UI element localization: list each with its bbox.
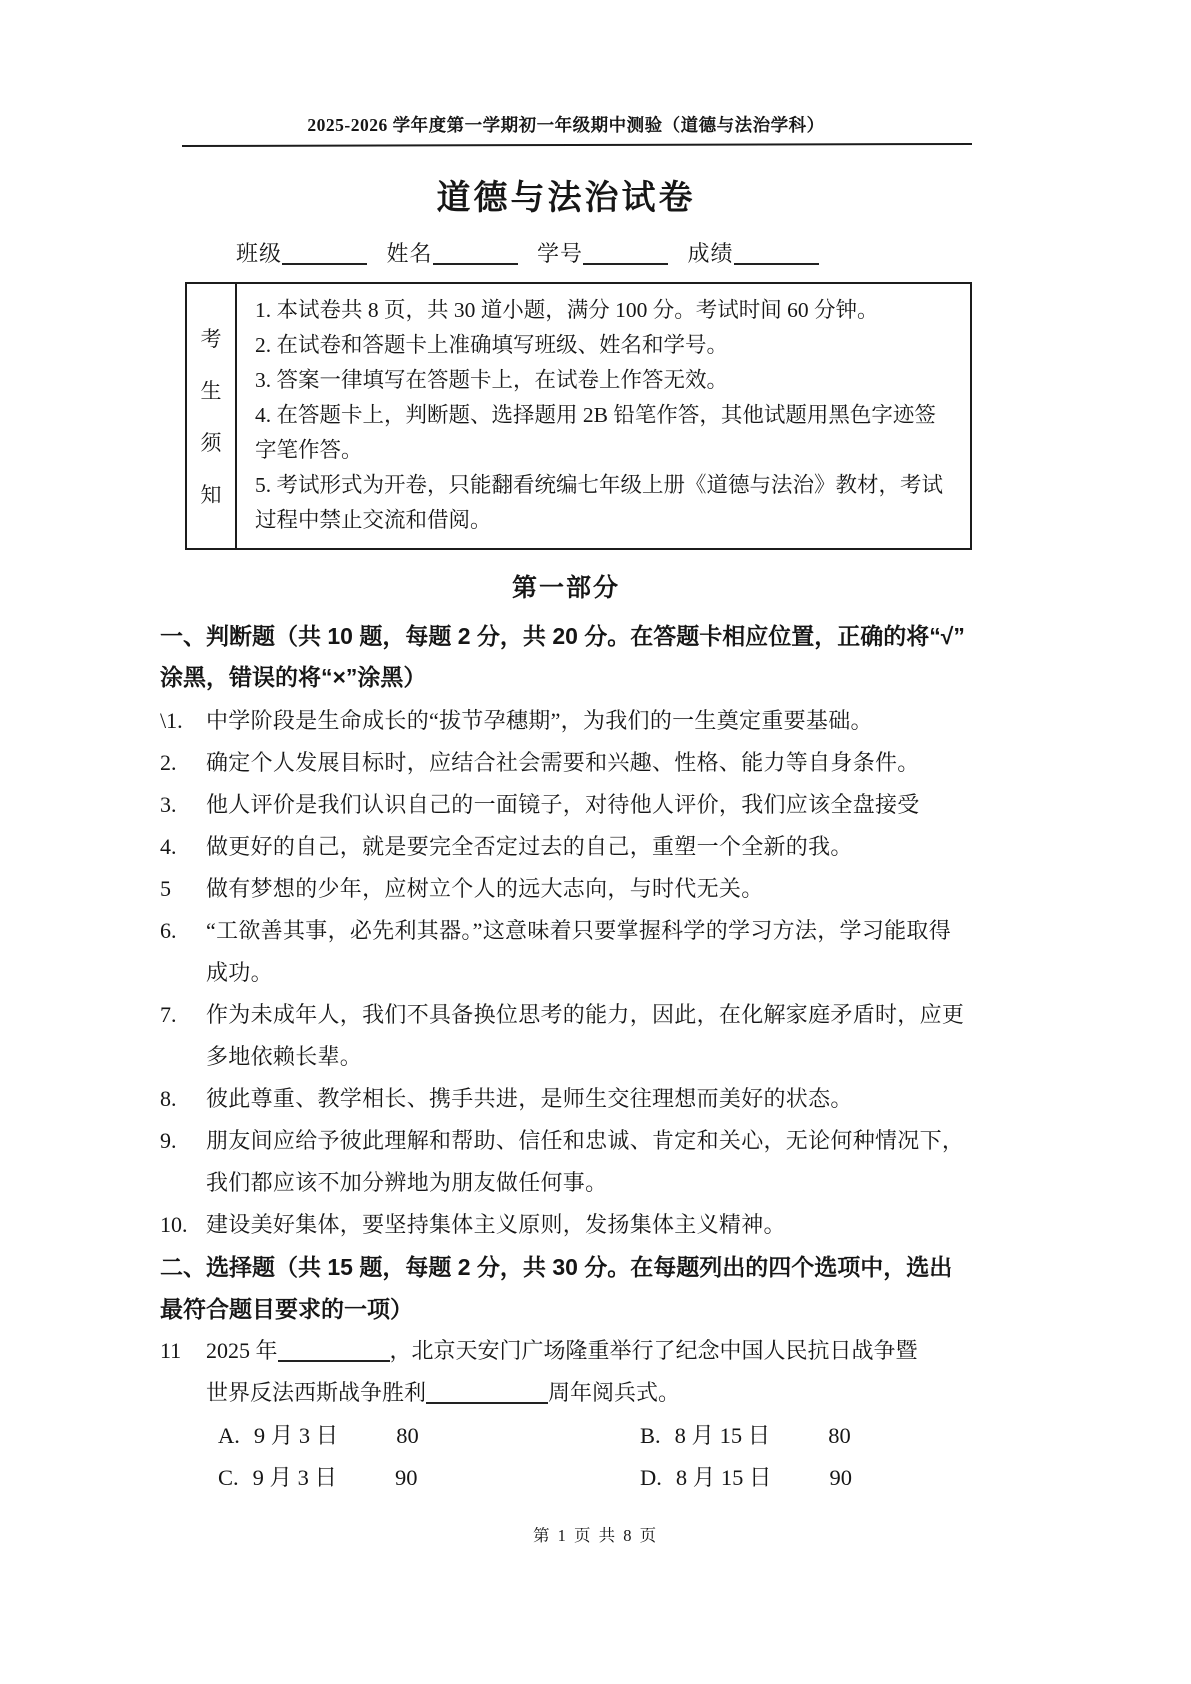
question-1-number: \1. [160, 708, 183, 733]
class-label: 班级 [236, 241, 283, 266]
question-7-text: 作为未成年人，我们不具备换位思考的能力，因此，在化解家庭矛盾时，应更多地依赖长辈。 [206, 1002, 965, 1069]
question-10 [160, 1204, 972, 1246]
question-1 [160, 700, 972, 742]
question-11-line-1 [206, 1330, 972, 1372]
page-content [160, 0, 972, 1499]
option-d-date: 8 月 15 日 [675, 1465, 772, 1490]
score-field [688, 241, 819, 266]
question-8-number: 8. [160, 1086, 177, 1111]
student-info-line [236, 237, 972, 268]
question-11 [160, 1330, 972, 1414]
question-3 [160, 784, 972, 826]
side-char: 考 [200, 327, 222, 351]
name-field [387, 241, 518, 266]
question-10-text: 建设美好集体，要坚持集体主义原则，发扬集体主义精神。 [206, 1212, 786, 1237]
option-c [218, 1457, 640, 1499]
class-field [236, 241, 367, 266]
question-11-text-after-blank-1: ，北京天安门广场隆重举行了纪念中国人民抗日战争暨 [389, 1338, 918, 1363]
name-label: 姓名 [386, 241, 433, 266]
student-id-blank [583, 243, 668, 265]
class-blank [282, 243, 367, 265]
side-char: 生 [200, 379, 222, 403]
question-2-text: 确定个人发展目标时，应结合社会需要和兴趣、性格、能力等自身条件。 [206, 750, 920, 775]
question-9-number: 9. [160, 1128, 177, 1153]
option-c-label: C. [218, 1465, 239, 1490]
name-blank [433, 243, 518, 265]
question-4 [160, 826, 972, 868]
option-c-date: 9 月 3 日 [252, 1465, 338, 1490]
notice-item-3: 3. 答案一律填写在答题卡上，在试卷上作答无效。 [255, 368, 729, 392]
score-blank [734, 243, 819, 265]
option-c-value: 90 [395, 1465, 418, 1490]
score-label: 成绩 [687, 241, 734, 266]
option-b-label: B. [640, 1423, 661, 1448]
part-one-title: 第一部分 [511, 574, 620, 602]
examinee-notice-side-label [187, 284, 237, 548]
option-d-value: 90 [829, 1465, 853, 1490]
option-b [640, 1415, 972, 1457]
section-1-heading: 一、判断题（共 10 题，每题 2 分，共 20 分。在答题卡相应位置，正确的将“√”涂黑，错误的将“×”涂黑） [160, 623, 965, 690]
option-a [218, 1415, 640, 1457]
page-header: 2025-2026 学年度第一学期初一年级期中测验（道德与法治学科） [307, 115, 825, 135]
question-10-number: 10. [160, 1212, 188, 1237]
question-5 [160, 868, 972, 910]
question-5-number: 5 [160, 876, 171, 901]
question-7 [160, 994, 972, 1078]
question-11-line-2 [206, 1372, 972, 1414]
question-7-number: 7. [160, 1002, 177, 1027]
student-id-field [537, 241, 668, 266]
option-d-label: D. [640, 1465, 662, 1490]
paper-title: 道德与法治试卷 [436, 179, 696, 217]
question-11-number: 11 [160, 1338, 182, 1363]
notice-item-5: 5. 考试形式为开卷，只能翻看统编七年级上册《道德与法治》教材，考试过程中禁止交流和借阅。 [255, 473, 944, 532]
header-rule [182, 143, 972, 147]
section-2-heading: 二、选择题（共 15 题，每题 2 分，共 30 分。在每题列出的四个选项中，选出最符合题目要求的一项） [160, 1254, 953, 1322]
question-6-text: “工欲善其事，必先利其器。”这意味着只要掌握科学的学习方法，学习能取得成功。 [206, 918, 952, 985]
question-8 [160, 1078, 972, 1120]
question-4-number: 4. [160, 834, 177, 859]
question-9 [160, 1120, 972, 1204]
notice-item-1: 1. 本试卷共 8 页，共 30 道小题，满分 100 分。考试时间 60 分钟。 [255, 298, 879, 322]
question-3-number: 3. [160, 792, 177, 817]
question-9-text: 朋友间应给予彼此理解和帮助、信任和忠诚、肯定和关心，无论何种情况下，我们都应该不加分辨地为朋友做任何事。 [206, 1128, 965, 1195]
question-11-blank-1 [278, 1340, 390, 1362]
question-6 [160, 910, 972, 994]
question-4-text: 做更好的自己，就是要完全否定过去的自己，重塑一个全新的我。 [206, 834, 853, 859]
question-6-number: 6. [160, 918, 177, 943]
true-false-question-list [160, 700, 972, 1246]
question-11-text-after-blank-2: 周年阅兵式。 [548, 1380, 681, 1405]
question-5-text: 做有梦想的少年，应树立个人的远大志向，与时代无关。 [206, 876, 764, 901]
examinee-notice-body [237, 284, 970, 548]
question-11-text-before-blank-1: 2025 年 [206, 1338, 278, 1363]
page-number-footer: 第 1 页 共 8 页 [532, 1526, 659, 1545]
question-2 [160, 742, 972, 784]
option-a-value: 80 [396, 1423, 419, 1448]
student-id-label: 学号 [537, 241, 584, 266]
option-b-date: 8 月 15 日 [674, 1423, 771, 1448]
examinee-notice-box [185, 282, 972, 550]
question-11-options [160, 1415, 972, 1499]
option-a-label: A. [218, 1423, 240, 1448]
question-3-text: 他人评价是我们认识自己的一面镜子，对待他人评价，我们应该全盘接受 [206, 792, 920, 817]
question-11-blank-2 [426, 1382, 548, 1404]
option-a-date: 9 月 3 日 [253, 1423, 339, 1448]
notice-item-2: 2. 在试卷和答题卡上准确填写班级、姓名和学号。 [255, 333, 729, 357]
side-char: 知 [200, 483, 222, 507]
question-1-text: 中学阶段是生命成长的“拔节孕穗期”，为我们的一生奠定重要基础。 [206, 708, 873, 733]
side-char: 须 [200, 431, 222, 455]
question-8-text: 彼此尊重、教学相长、携手共进，是师生交往理想而美好的状态。 [206, 1086, 853, 1111]
question-11-text-before-blank-2: 世界反法西斯战争胜利 [206, 1380, 427, 1405]
notice-item-4: 4. 在答题卡上，判断题、选择题用 2B 铅笔作答，其他试题用黑色字迹签字笔作答。 [255, 403, 936, 462]
option-d [640, 1457, 972, 1499]
question-2-number: 2. [160, 750, 177, 775]
option-b-value: 80 [828, 1423, 851, 1448]
